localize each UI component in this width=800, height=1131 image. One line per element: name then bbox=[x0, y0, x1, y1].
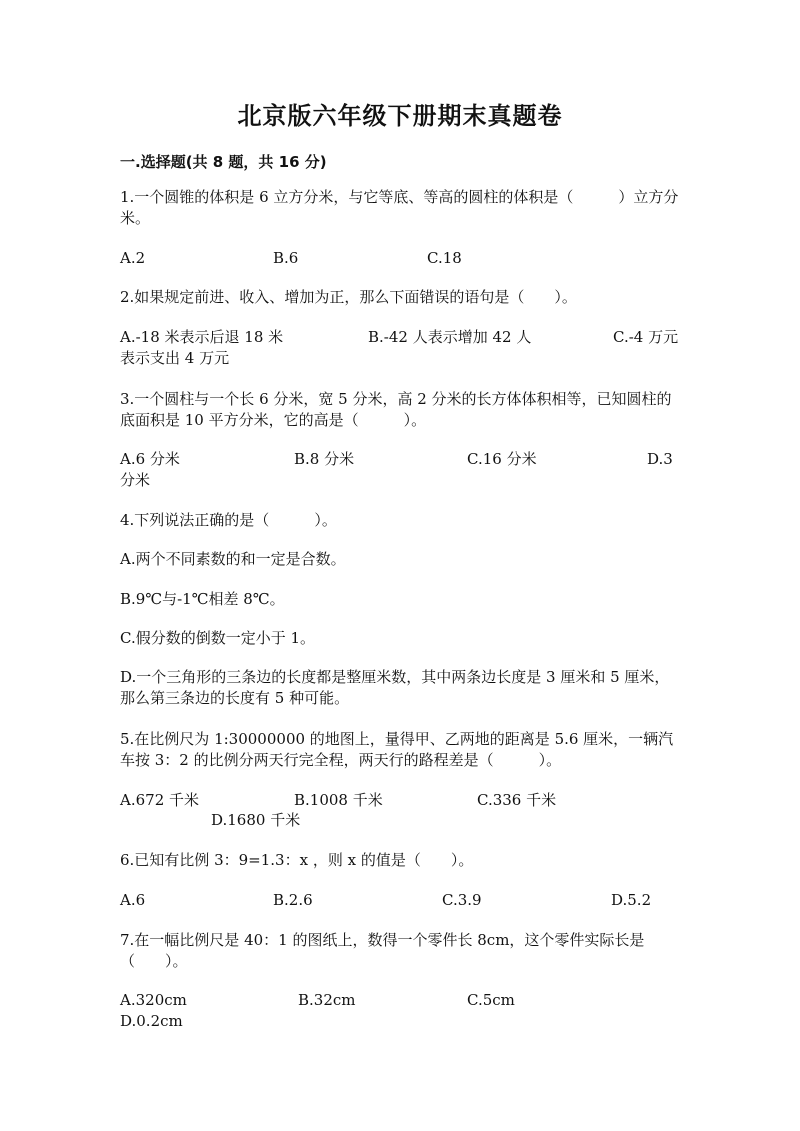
question-1-option-a[interactable]: A.2 bbox=[120, 249, 146, 267]
question-6-option-c[interactable]: C.3.9 bbox=[442, 891, 482, 909]
question-1-stem: 1.一个圆锥的体积是 6 立方分米，与它等底、等高的圆柱的体积是（ ）立方分米。 bbox=[120, 188, 679, 227]
question-3-option-a[interactable]: A.6 分米 bbox=[120, 450, 180, 468]
question-2-option-b[interactable]: B.-42 人表示增加 42 人 bbox=[368, 328, 532, 346]
question-1-option-b[interactable]: B.6 bbox=[273, 249, 299, 267]
question-3-option-b[interactable]: B.8 分米 bbox=[294, 450, 355, 468]
question-2-option-a[interactable]: A.-18 米表示后退 18 米 bbox=[120, 328, 284, 346]
question-7-option-c[interactable]: C.5cm bbox=[467, 991, 515, 1009]
question-3-option-c[interactable]: C.16 分米 bbox=[467, 450, 537, 468]
question-2-stem: 2.如果规定前进、收入、增加为正，那么下面错误的语句是（ ）。 bbox=[120, 288, 577, 306]
question-2-option-c[interactable]: C.-4 万元表示支出 4 万元 bbox=[120, 328, 679, 367]
question-5-stem: 5.在比例尺为 1:30000000 的地图上，量得甲、乙两地的距离是 5.6 厘米，一辆汽车按 3：2 的比例分两天行完全程，两天行的路程差是（ ）。 bbox=[120, 730, 674, 769]
question-6-option-a[interactable]: A.6 bbox=[120, 891, 146, 909]
section-heading: 一.选择题(共 8 题，共 16 分) bbox=[120, 153, 327, 171]
question-7-options bbox=[120, 990, 682, 1032]
question-7-option-d[interactable]: D.0.2cm bbox=[120, 1012, 183, 1030]
question-5-option-c[interactable]: C.336 千米 bbox=[477, 791, 557, 809]
question-4-option-b[interactable]: B.9℃与-1℃相差 8℃。 bbox=[120, 590, 285, 608]
question-7-option-a[interactable]: A.320cm bbox=[120, 991, 187, 1009]
question-5-option-d[interactable]: D.1680 千米 bbox=[211, 811, 301, 829]
question-1-option-c[interactable]: C.18 bbox=[427, 249, 462, 267]
question-6-option-d[interactable]: D.5.2 bbox=[611, 891, 652, 909]
question-3-options bbox=[120, 449, 682, 491]
question-3-stem: 3.一个圆柱与一个长 6 分米，宽 5 分米，高 2 分米的长方体体积相等，已知圆柱的底面积是 10 平方分米，它的高是（ ）。 bbox=[120, 390, 672, 429]
question-4-option-c[interactable]: C.假分数的倒数一定小于 1。 bbox=[120, 629, 316, 647]
question-5-option-a[interactable]: A.672 千米 bbox=[120, 791, 199, 809]
question-6-stem: 6.已知有比例 3：9=1.3：x ，则 x 的值是（ ）。 bbox=[120, 851, 474, 869]
question-7-stem: 7.在一幅比例尺是 40：1 的图纸上，数得一个零件长 8cm，这个零件实际长是（ ）。 bbox=[120, 931, 645, 970]
question-7-option-b[interactable]: B.32cm bbox=[298, 991, 356, 1009]
question-4-option-a[interactable]: A.两个不同素数的和一定是合数。 bbox=[120, 550, 346, 568]
question-6-option-b[interactable]: B.2.6 bbox=[273, 891, 313, 909]
question-3-option-d[interactable]: D.3 分米 bbox=[120, 450, 673, 489]
question-2-options bbox=[120, 327, 682, 369]
question-5-option-b[interactable]: B.1008 千米 bbox=[294, 791, 383, 809]
question-4-option-d[interactable]: D.一个三角形的三条边的长度都是整厘米数，其中两条边长度是 3 厘米和 5 厘米，那么第三条边的长度有 5 种可能。 bbox=[120, 668, 670, 707]
page-title: 北京版六年级下册期末真题卷 bbox=[237, 102, 563, 130]
question-4-stem: 4.下列说法正确的是（ ）。 bbox=[120, 511, 337, 529]
